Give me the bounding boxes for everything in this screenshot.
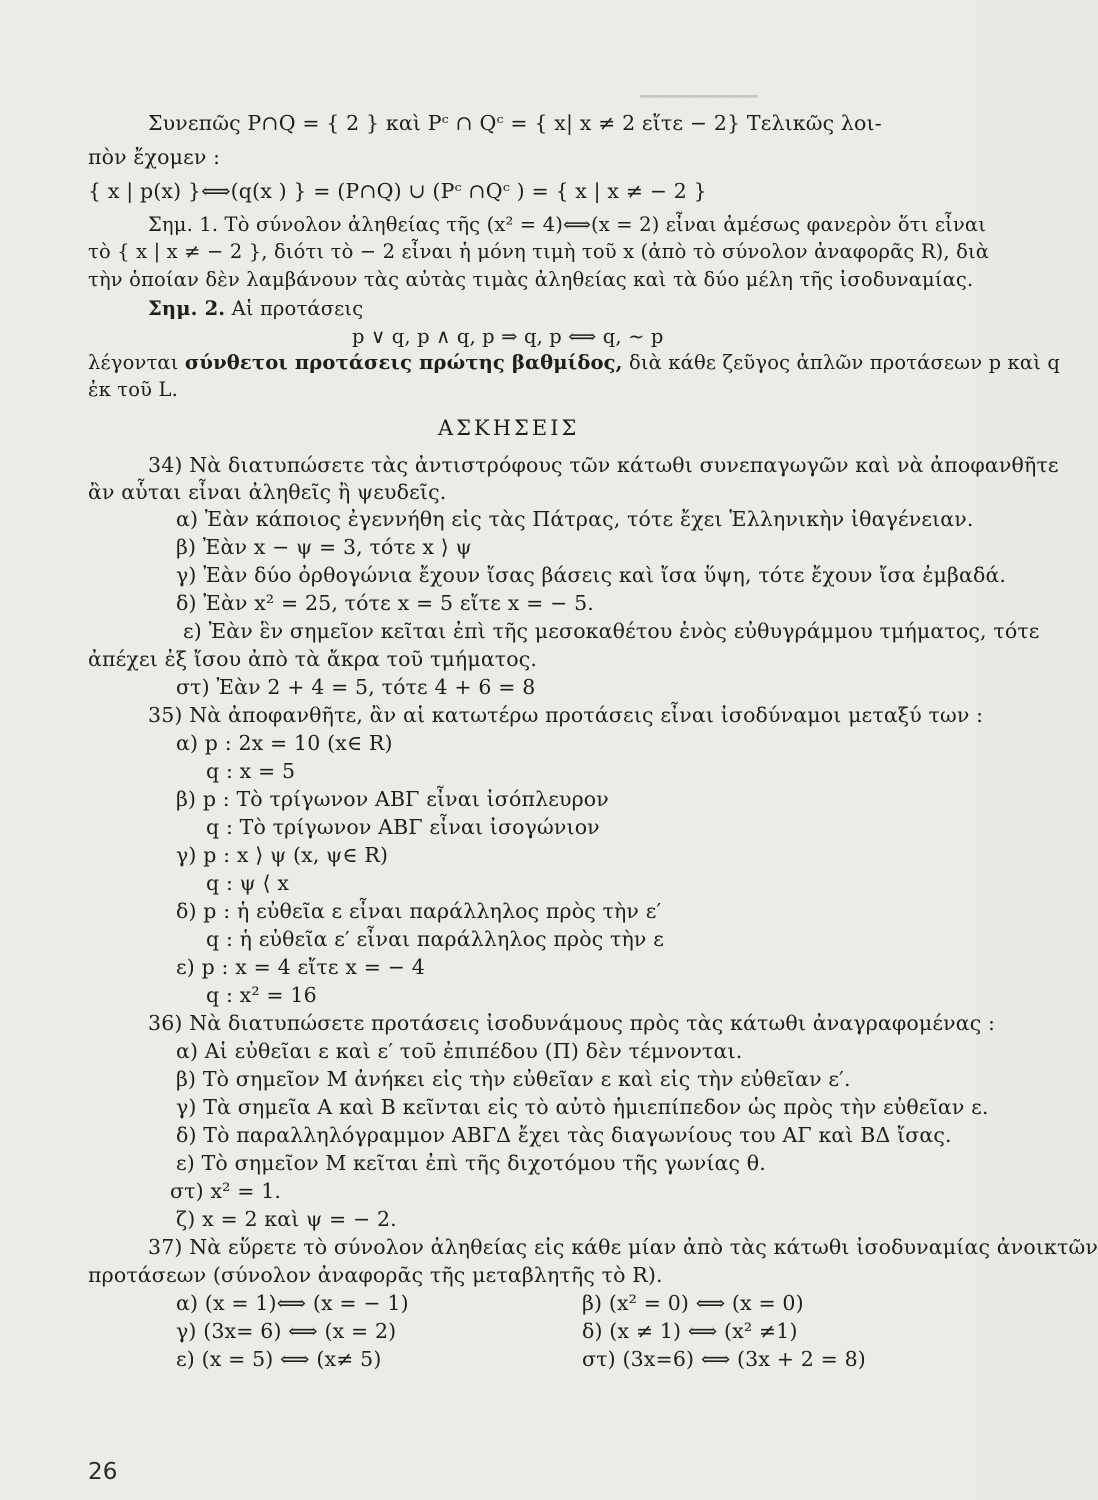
note-2-rest: διὰ κάθε ζεῦγος ἁπλῶν προτάσεων p καὶ q [628, 351, 1060, 374]
note-1-line-1: Σημ. 1. Τὸ σύνολον ἀληθείας τῆς (x² = 4)⟺(x = 2) εἶναι ἀμέσως φανερὸν ὅτι εἶναι [148, 213, 987, 236]
ex34-line-2: ἂν αὗται εἶναι ἀληθεῖς ἢ ψευδεῖς. [88, 480, 447, 504]
note-2-term: σύνθετοι προτάσεις πρώτης βαθμίδος, [184, 351, 623, 374]
ex34-item-b: β) Ἐὰν x − ψ = 3, τότε x ⟩ ψ [176, 535, 472, 559]
ex35-intro: 35) Νὰ ἀποφανθῆτε, ἂν αἱ κατωτέρω προτάσεις εἶναι ἰσοδύναμοι μεταξύ των : [148, 703, 984, 727]
ex35-a-q: q : x = 5 [206, 759, 296, 783]
note-1-line-2: τὸ { x | x ≠ − 2 }, διότι τὸ − 2 εἶναι ἡ μόνη τιμὴ τοῦ x (ἀπὸ τὸ σύνολον ἀναφορᾶς R), διὰ [88, 240, 990, 263]
ex34-item-a: α) Ἐὰν κάποιος ἐγεννήθη εἰς τὰς Πάτρας, τότε ἔχει Ἑλληνικὴν ἰθαγένειαν. [176, 507, 974, 531]
ex34-item-d: δ) Ἐὰν x² = 25, τότε x = 5 εἴτε x = − 5. [176, 591, 594, 615]
set-equation-line-2: πὸν ἔχομεν : [88, 145, 221, 169]
ex34-item-st: στ) Ἐὰν 2 + 4 = 5, τότε 4 + 6 = 8 [176, 675, 536, 699]
ex36-item-g: γ) Τὰ σημεῖα Α καὶ Β κεῖνται εἰς τὸ αὐτὸ ἡμιεπίπεδον ὡς πρὸς τὴν εὐθεῖαν ε. [176, 1095, 989, 1119]
ex35-a-p: α) p : 2x = 10 (x∈ R) [176, 731, 393, 755]
ex35-g-p: γ) p : x ⟩ ψ (x, ψ∈ R) [176, 843, 389, 867]
ex37-item-b: β) (x² = 0) ⟺ (x = 0) [582, 1291, 804, 1315]
ex36-intro: 36) Νὰ διατυπώσετε προτάσεις ἰσοδυνάμους πρὸς τὰς κάτωθι ἀναγραφομένας : [148, 1011, 996, 1035]
ex37-line-2: προτάσεων (σύνολον ἀναφορᾶς τῆς μεταβλητῆς τὸ R). [88, 1263, 663, 1287]
ex34-item-e-line-2: ἀπέχει ἐξ ἴσου ἀπὸ τὰ ἄκρα τοῦ τμήματος. [88, 647, 538, 671]
ex34-item-g: γ) Ἐὰν δύο ὀρθογώνια ἔχουν ἴσας βάσεις καὶ ἴσα ὕψη, τότε ἔχουν ἴσα ἐμβαδά. [176, 563, 1007, 587]
ex36-item-st: στ) x² = 1. [170, 1179, 282, 1203]
note-2-line-1 [148, 295, 363, 323]
set-equation-line-3: { x | p(x) }⟺(q(x ) } = (P∩Q) ∪ (Pᶜ ∩Qᶜ ) = { x | x ≠ − 2 } [88, 179, 707, 203]
ex37-item-a: α) (x = 1)⟺ (x = − 1) [176, 1291, 409, 1315]
ex34-item-e-line-1: ε) Ἐὰν ἓν σημεῖον κεῖται ἐπὶ τῆς μεσοκαθέτου ἑνὸς εὐθυγράμμου τμήματος, τότε [183, 619, 1040, 643]
note-2-label: Σημ. 2. [148, 297, 226, 320]
ex37-item-st: στ) (3x=6) ⟺ (3x + 2 = 8) [582, 1347, 866, 1371]
ex35-e-p: ε) p : x = 4 εἴτε x = − 4 [176, 955, 425, 979]
ex35-g-q: q : ψ ⟨ x [206, 871, 290, 895]
ex35-b-p: β) p : Τὸ τρίγωνον ΑΒΓ εἶναι ἰσόπλευρον [176, 787, 609, 811]
ex35-d-q: q : ἡ εὐθεῖα ε′ εἶναι παράλληλος πρὸς τὴν ε [206, 927, 664, 951]
note-1-line-3: τὴν ὁποίαν δὲν λαμβάνουν τὰς αὐτὰς τιμὰς ἀληθείας καὶ τὰ δύο μέλη τῆς ἰσοδυναμίας. [88, 268, 974, 291]
ex36-item-a: α) Αἱ εὐθεῖαι ε καὶ ε′ τοῦ ἐπιπέδου (Π) δὲν τέμνονται. [176, 1039, 743, 1063]
ex37-line-1: 37) Νὰ εὕρετε τὸ σύνολον ἀληθείας εἰς κάθε μίαν ἀπὸ τὰς κάτωθι ἰσοδυναμίας ἀνοικτῶν [148, 1235, 1098, 1259]
ex35-e-q: q : x² = 16 [206, 983, 317, 1007]
ex36-item-d: δ) Τὸ παραλληλόγραμμον ΑΒΓΔ ἔχει τὰς διαγωνίους του ΑΓ καὶ ΒΔ ἴσας. [176, 1123, 952, 1147]
ex34-line-1: 34) Νὰ διατυπώσετε τὰς ἀντιστρόφους τῶν κάτωθι συνεπαγωγῶν καὶ νὰ ἀποφανθῆτε [148, 453, 1059, 477]
ex37-item-g: γ) (3x= 6) ⟺ (x = 2) [176, 1319, 397, 1343]
section-heading-exercises: ΑΣΚΗΣΕΙΣ [438, 416, 580, 440]
show-through-texture: ▔▔▔▔▔▔▔▔▔ [640, 96, 758, 116]
compound-propositions-formula: p ∨ q, p ∧ q, p ⇒ q, p ⟺ q, ∼ p [352, 325, 664, 348]
ex36-item-b: β) Τὸ σημεῖον Μ ἀνήκει εἰς τὴν εὐθεῖαν ε καὶ εἰς τὴν εὐθεῖαν ε′. [176, 1067, 851, 1091]
ex36-item-e: ε) Τὸ σημεῖον Μ κεῖται ἐπὶ τῆς διχοτόμου τῆς γωνίας θ. [176, 1151, 766, 1175]
ex36-item-z: ζ) x = 2 καὶ ψ = − 2. [176, 1207, 397, 1231]
note-2-line-3: ἐκ τοῦ L. [88, 378, 178, 401]
note-2-verb: λέγονται [88, 351, 179, 374]
ex37-item-e: ε) (x = 5) ⟺ (x≠ 5) [176, 1347, 382, 1371]
ex37-item-d: δ) (x ≠ 1) ⟺ (x² ≠1) [582, 1319, 798, 1343]
note-2-text: Αἱ προτάσεις [231, 297, 364, 320]
page-number: 26 [88, 1459, 118, 1485]
ex35-b-q: q : Τὸ τρίγωνον ΑΒΓ εἶναι ἰσογώνιον [206, 815, 600, 839]
note-2-line-2 [88, 349, 1060, 377]
set-equation-line-1: Συνεπῶς P∩Q = { 2 } καὶ Pᶜ ∩ Qᶜ = { x| x ≠ 2 εἴτε − 2} Τελικῶς λοι- [148, 111, 882, 135]
ex35-d-p: δ) p : ἡ εὐθεῖα ε εἶναι παράλληλος πρὸς τὴν ε′ [176, 899, 662, 923]
